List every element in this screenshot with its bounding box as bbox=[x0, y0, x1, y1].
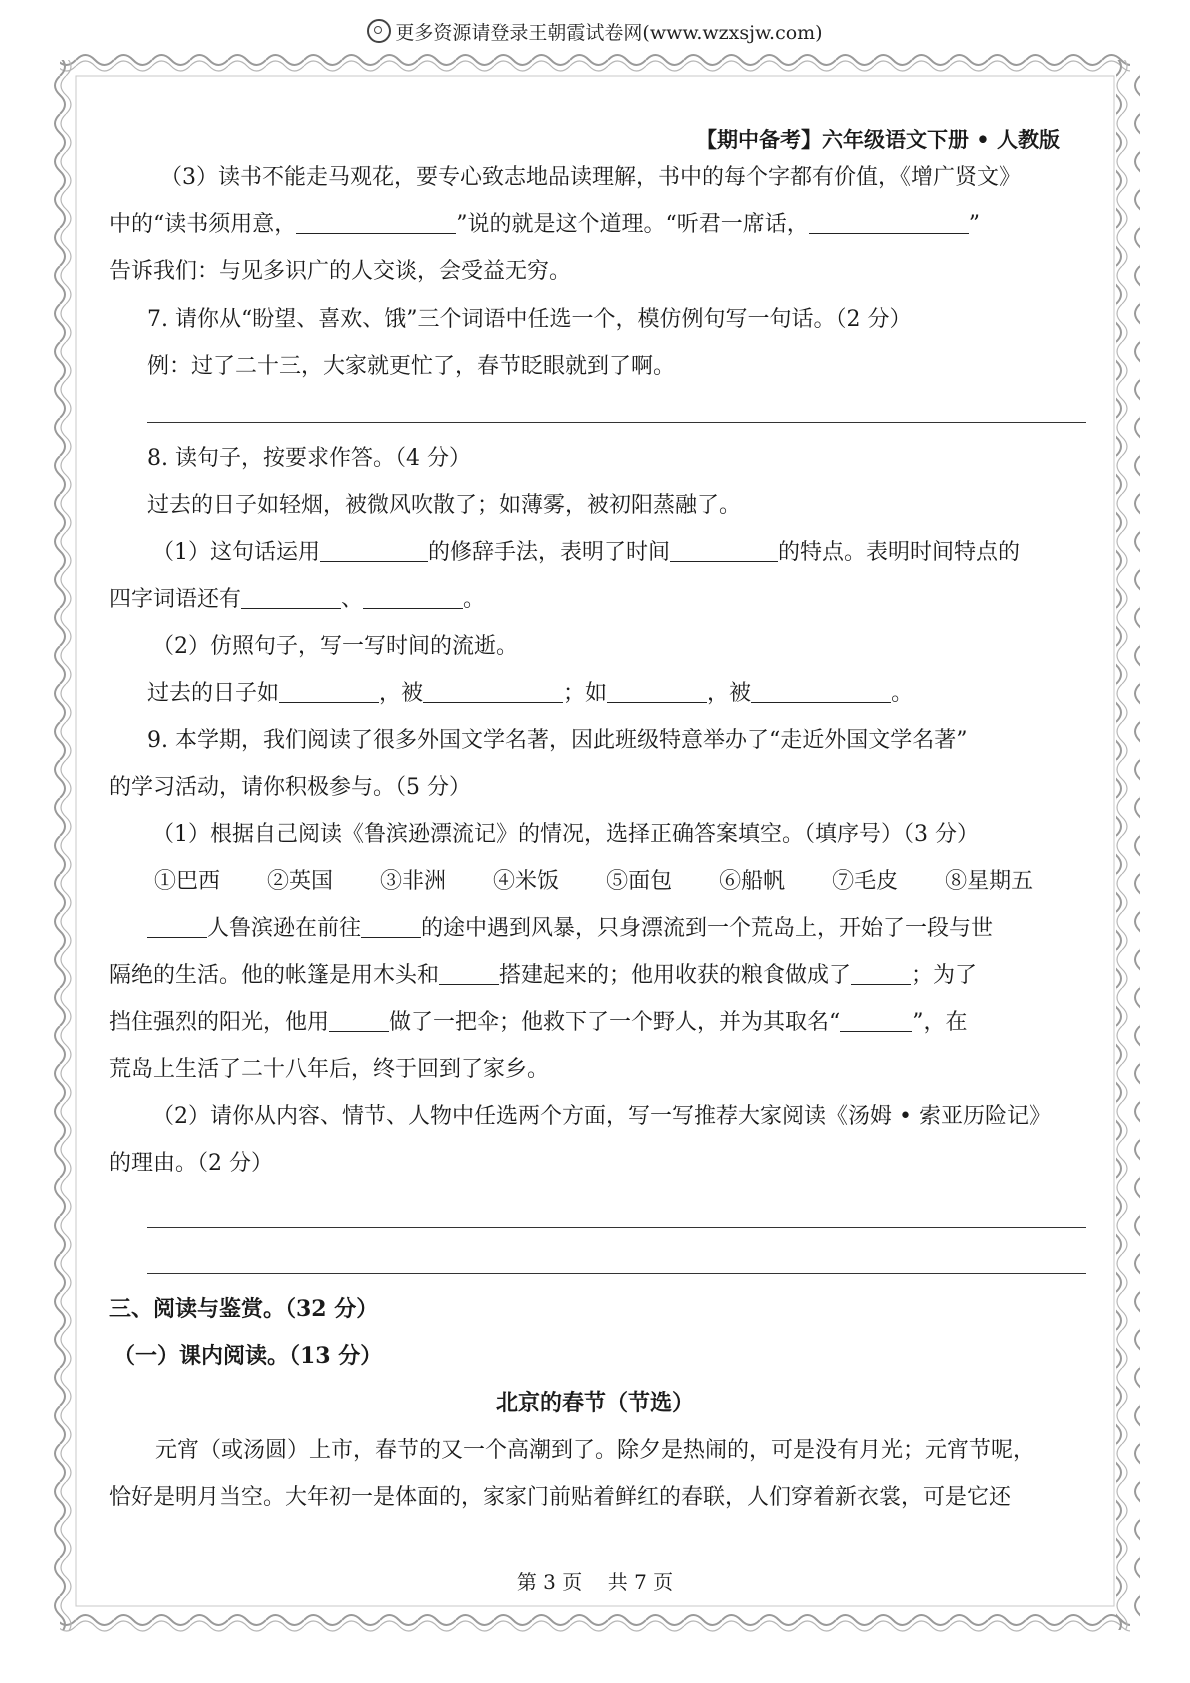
q6-3-blank-1[interactable] bbox=[296, 213, 456, 234]
q8-part1-line1 bbox=[152, 535, 1020, 566]
site-banner bbox=[0, 18, 1190, 45]
q9-blank-name[interactable] bbox=[840, 1011, 912, 1032]
q9-blank-umbrella-material[interactable] bbox=[329, 1011, 389, 1032]
q8-prompt: 8. 读句子，按要求作答。（4 分） bbox=[147, 446, 471, 471]
q9-option: ②英国 bbox=[267, 869, 334, 894]
q9-option: ⑥船帆 bbox=[719, 869, 786, 894]
site-logo-icon bbox=[367, 19, 391, 43]
q8-p2-text-a: 过去的日子如 bbox=[147, 681, 280, 706]
q8-p2-text-e: 。 bbox=[891, 681, 914, 706]
q9-option: ⑤面包 bbox=[606, 869, 673, 894]
passage-title: 北京的春节（节选） bbox=[495, 1390, 694, 1416]
q9-f1-text-c: 的途中遇到风暴，只身漂流到一个荒岛上，开始了一段与世 bbox=[421, 916, 994, 941]
q8-blank-action-2[interactable] bbox=[751, 682, 891, 703]
q9-f2-text-a: 隔绝的生活。他的帐篷是用木头和 bbox=[109, 963, 440, 988]
q8-blank-idiom-1[interactable] bbox=[241, 588, 341, 609]
q9-part2-line2: 的理由。（2 分） bbox=[109, 1151, 273, 1176]
q7-answer-line[interactable] bbox=[147, 422, 1086, 423]
q8-p1-text-f: 。 bbox=[463, 587, 486, 612]
q8-blank-action-1[interactable] bbox=[423, 682, 563, 703]
q9-f3-text-a: 挡住强烈的阳光，他用 bbox=[109, 1010, 330, 1035]
q9-blank-food[interactable] bbox=[851, 964, 911, 985]
section3-title: 三、阅读与鉴赏。（32 分） bbox=[109, 1296, 379, 1322]
q7-prompt: 7. 请你从“盼望、喜欢、饿”三个词语中任选一个，模仿例句写一句话。（2 分） bbox=[147, 307, 912, 332]
q9-option: ①巴西 bbox=[154, 869, 221, 894]
q8-sentence: 过去的日子如轻烟，被微风吹散了；如薄雾，被初阳蒸融了。 bbox=[147, 493, 742, 518]
q6-3-text-b: ”说的就是这个道理。“听君一席话， bbox=[456, 212, 809, 237]
q9-part1-prompt: （1）根据自己阅读《鲁滨逊漂流记》的情况，选择正确答案填空。（填序号）（3 分） bbox=[152, 822, 979, 847]
q9-f3-text-c: ”，在 bbox=[912, 1010, 968, 1035]
q8-blank-rhetoric[interactable] bbox=[320, 541, 428, 562]
q6-3-text-c: ” bbox=[968, 212, 980, 237]
q9-part2-line1: （2）请你从内容、情节、人物中任选两个方面，写一写推荐大家阅读《汤姆 • 索亚历险记》 bbox=[152, 1104, 1051, 1129]
q8-part2: （2）仿照句子，写一写时间的流逝。 bbox=[152, 634, 518, 659]
q9-fill-line2 bbox=[109, 958, 977, 989]
q9-line2: 的学习活动，请你积极参与。（5 分） bbox=[109, 775, 471, 800]
q8-p1-text-a: （1）这句话运用 bbox=[152, 540, 320, 565]
q8-p2-text-b: ，被 bbox=[379, 681, 424, 706]
q9-line1: 9. 本学期，我们阅读了很多外国文学名著，因此班级特意举办了“走近外国文学名著” bbox=[147, 728, 968, 753]
banner-text: 更多资源请登录王朝霞试卷网(www.wzxsjw.com) bbox=[395, 22, 823, 44]
q9-f2-text-c: ；为了 bbox=[911, 963, 978, 988]
section3-subtitle: （一）课内阅读。（13 分） bbox=[113, 1343, 383, 1369]
passage-line2: 恰好是明月当空。大年初一是体面的，家家门前贴着鲜红的春联，人们穿着新衣裳，可是它还 bbox=[109, 1485, 1012, 1510]
q9-fill-line1 bbox=[147, 911, 993, 942]
q8-blank-simile-1[interactable] bbox=[279, 682, 379, 703]
q9-option: ④米饭 bbox=[493, 869, 560, 894]
q6-3-text-a: 中的“读书须用意， bbox=[109, 212, 297, 237]
q9-blank-tent-material[interactable] bbox=[439, 964, 499, 985]
q8-blank-simile-2[interactable] bbox=[607, 682, 707, 703]
q9-f1-text-b: 人鲁滨逊在前往 bbox=[207, 916, 362, 941]
exam-header-title: 【期中备考】六年级语文下册 • 人教版 bbox=[695, 127, 1060, 152]
q9-option: ⑦毛皮 bbox=[832, 869, 899, 894]
q8-p1-text-b: 的修辞手法，表明了时间 bbox=[428, 540, 671, 565]
page-total: 共 7 页 bbox=[607, 1570, 674, 1594]
page-number: 第 3 页 bbox=[516, 1570, 583, 1594]
q7-example: 例：过了二十三，大家就更忙了，春节眨眼就到了啊。 bbox=[147, 354, 676, 379]
q9-blank-nationality[interactable] bbox=[147, 917, 207, 938]
q9-blank-destination[interactable] bbox=[361, 917, 421, 938]
q9-answer-line-2[interactable] bbox=[147, 1273, 1086, 1274]
q9-option: ⑧星期五 bbox=[945, 869, 1034, 894]
q8-p2-text-c: ；如 bbox=[563, 681, 608, 706]
q6-3-blank-2[interactable] bbox=[809, 213, 969, 234]
q9-f3-text-b: 做了一把伞；他救下了一个野人，并为其取名“ bbox=[389, 1010, 841, 1035]
q9-answer-line-1[interactable] bbox=[147, 1227, 1086, 1228]
q9-fill-line4: 荒岛上生活了二十八年后，终于回到了家乡。 bbox=[109, 1057, 550, 1082]
q9-fill-line3 bbox=[109, 1005, 968, 1036]
page-footer bbox=[0, 1566, 1190, 1595]
q8-part2-fill bbox=[147, 676, 913, 707]
q8-blank-idiom-2[interactable] bbox=[363, 588, 463, 609]
q6-3-line2 bbox=[109, 207, 980, 238]
q8-p1-text-c: 的特点。表明时间特点的 bbox=[778, 540, 1021, 565]
q8-p2-text-d: ，被 bbox=[707, 681, 752, 706]
q8-p1-text-d: 四字词语还有 bbox=[109, 587, 242, 612]
q8-part1-line2 bbox=[109, 582, 485, 613]
q9-options bbox=[154, 864, 1080, 895]
q6-3-line1: （3）读书不能走马观花，要专心致志地品读理解，书中的每个字都有价值，《增广贤文》 bbox=[160, 165, 1022, 190]
q9-option: ③非洲 bbox=[380, 869, 447, 894]
q9-f2-text-b: 搭建起来的；他用收获的粮食做成了 bbox=[499, 963, 852, 988]
q8-blank-feature[interactable] bbox=[670, 541, 778, 562]
passage-line1: 元宵（或汤圆）上市，春节的又一个高潮到了。除夕是热闹的，可是没有月光；元宵节呢， bbox=[155, 1438, 1036, 1463]
q6-3-line3: 告诉我们：与见多识广的人交谈，会受益无穷。 bbox=[109, 259, 572, 284]
q8-p1-text-e: 、 bbox=[341, 587, 364, 612]
